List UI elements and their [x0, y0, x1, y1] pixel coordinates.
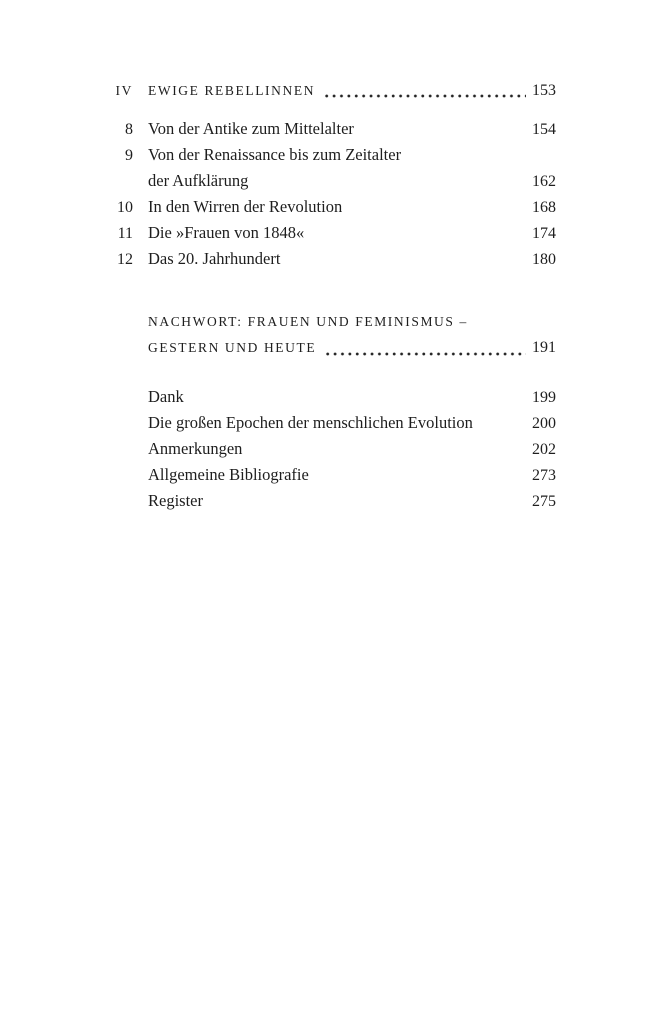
spacer [107, 272, 556, 309]
part-page-number: 153 [532, 82, 556, 99]
backmatter-row [107, 462, 556, 488]
chapter-page-number: 180 [532, 251, 556, 268]
spacer [107, 103, 556, 116]
backmatter-title: Die großen Epochen der menschlichen Evolution [148, 413, 473, 432]
chapter-number: 12 [117, 251, 133, 268]
chapter-title: In den Wirren der Revolution [148, 197, 343, 216]
part-title: EWIGE REBELLINNEN [148, 83, 316, 98]
toc-chapter-row [107, 246, 556, 272]
chapter-number: 11 [117, 225, 133, 242]
toc-chapter-row [107, 142, 556, 168]
backmatter-row [107, 436, 556, 462]
chapter-title: Das 20. Jahrhundert [148, 249, 281, 268]
backmatter-page-number: 202 [532, 441, 556, 458]
chapter-title: Die »Frauen von 1848« [148, 223, 305, 242]
afterword-row-1 [107, 309, 556, 335]
toc-chapter-row [107, 116, 556, 142]
chapter-title-continued: der Aufklärung [148, 171, 249, 190]
backmatter-page-number: 200 [532, 415, 556, 432]
toc-chapter-row [107, 194, 556, 220]
toc-chapter-continuation-row [107, 168, 556, 194]
chapter-title: Von der Renaissance bis zum Zeitalter [148, 145, 402, 164]
afterword-title-line-1: NACHWORT: FRAUEN UND FEMINISMUS – [148, 314, 468, 329]
spacer [107, 361, 556, 384]
chapter-page-number: 168 [532, 199, 556, 216]
chapter-title: Von der Antike zum Mittelalter [148, 119, 354, 138]
dot-leader [322, 78, 526, 103]
chapter-page-number: 162 [532, 173, 556, 190]
chapter-page-number: 154 [532, 121, 556, 138]
backmatter-title: Register [148, 491, 203, 510]
backmatter-row [107, 410, 556, 436]
chapter-page-number: 174 [532, 225, 556, 242]
backmatter-title: Allgemeine Bibliografie [148, 465, 309, 484]
dot-leader [323, 335, 526, 361]
toc-chapter-row [107, 220, 556, 246]
backmatter-row [107, 384, 556, 410]
backmatter-title: Anmerkungen [148, 439, 243, 458]
afterword-page-number: 191 [532, 339, 556, 356]
chapter-number: 8 [125, 121, 133, 138]
chapter-number: 10 [117, 199, 133, 216]
part-numeral: IV [115, 83, 133, 98]
backmatter-row [107, 488, 556, 514]
backmatter-page-number: 273 [532, 467, 556, 484]
afterword-row-2 [107, 335, 556, 361]
toc-part-row [107, 78, 556, 103]
backmatter-title: Dank [148, 387, 184, 406]
afterword-title-line-2: GESTERN UND HEUTE [148, 340, 317, 355]
chapter-number: 9 [125, 147, 133, 164]
backmatter-page-number: 199 [532, 389, 556, 406]
backmatter-page-number: 275 [532, 493, 556, 510]
